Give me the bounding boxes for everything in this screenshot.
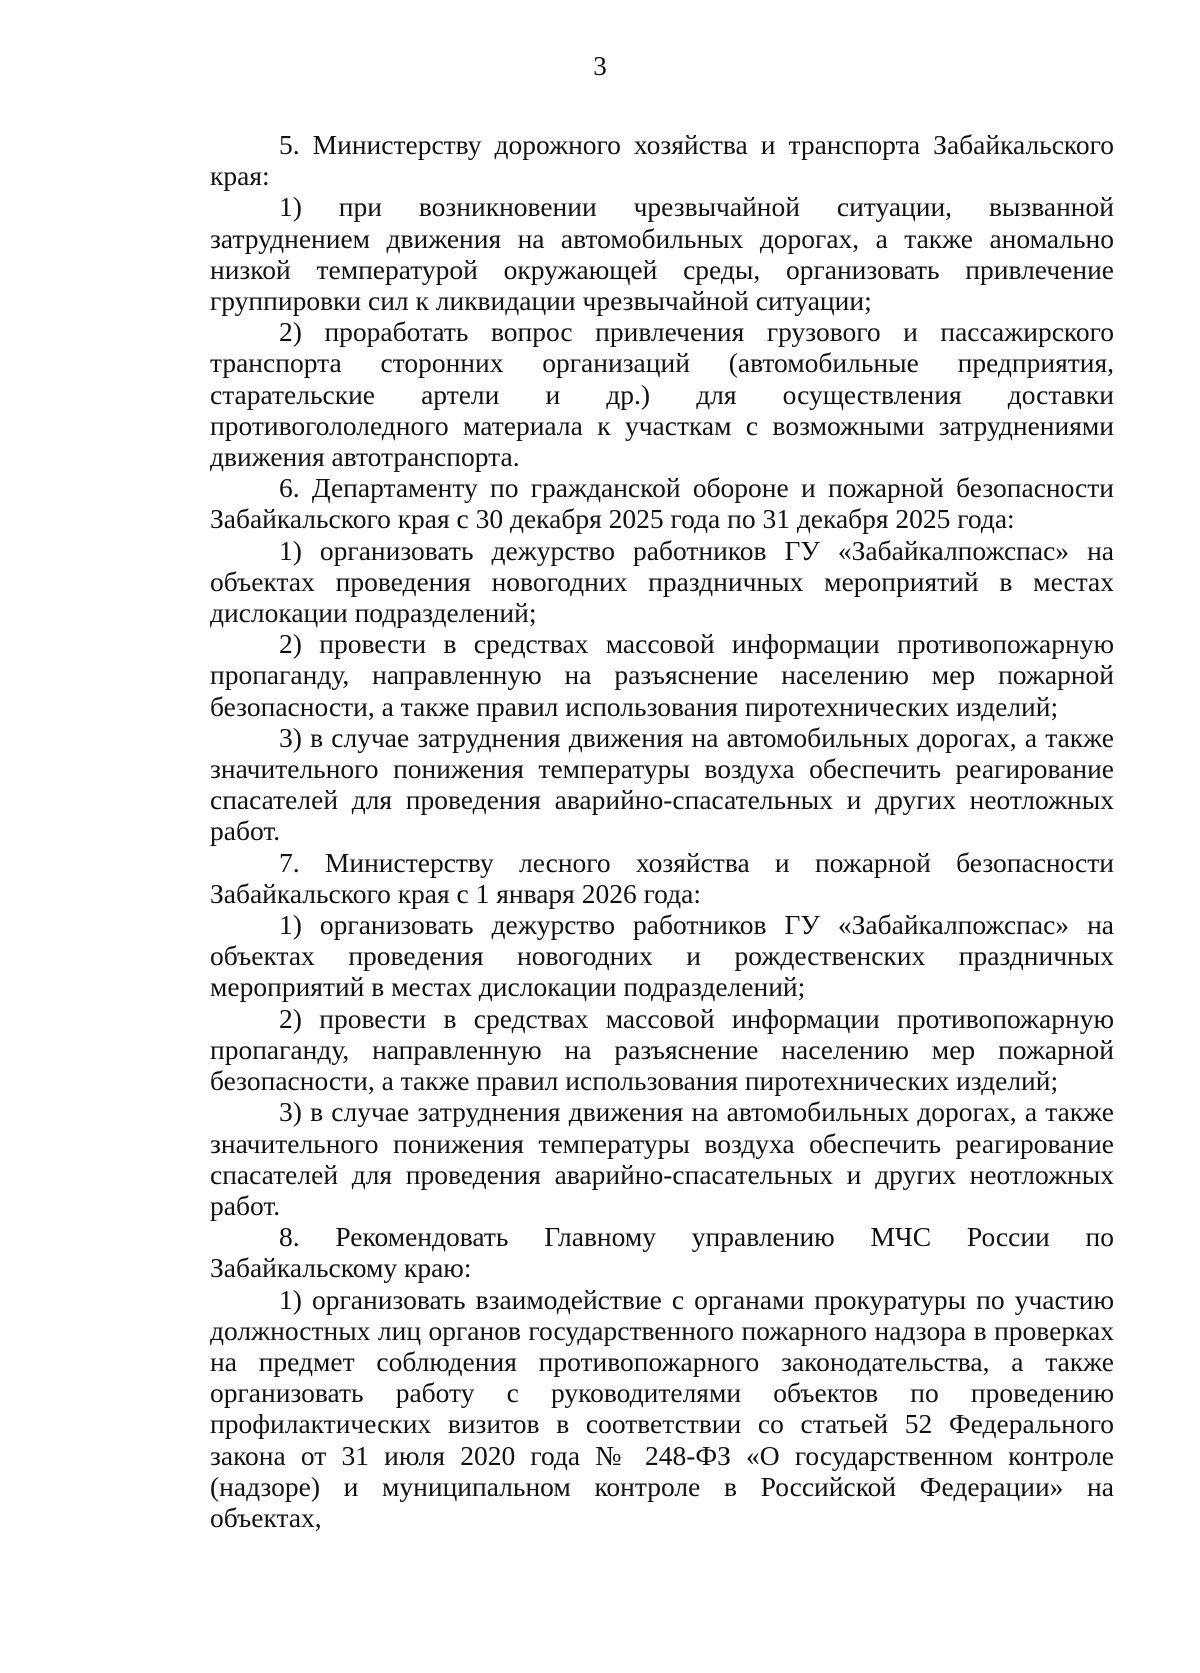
paragraph-6-1: 1) организовать дежурство работников ГУ «Забайкалпожспас» на объектах проведения новогодних праздничных мероприятий в местах дислокации подразделений; xyxy=(210,534,1114,629)
paragraph-6-2: 2) провести в средствах массовой информации противопожарную пропаганду, направленную на разъяснение населению мер пожарной безопасности, а также правил использования пиротехнических изделий; xyxy=(210,628,1114,722)
paragraph-7-1: 1) организовать дежурство работников ГУ «Забайкалпожспас» на объектах проведения новогодних и рождественских праздничных мероприятий в местах дислокации подразделений; xyxy=(210,909,1114,1003)
paragraph-7: 7. Министерству лесного хозяйства и пожарной безопасности Забайкальского края с 1 января 2026 года: xyxy=(210,846,1114,909)
paragraph-8-1: 1) организовать взаимодействие с органами прокуратуры по участию должностных лиц органов государственного пожарного надзора в проверках на предмет соблюдения противопожарного законодательства, а также организовать работу с руководителями объектов по проведению профилактических визитов в соответствии со статьей 52 Федерального закона от 31 июля 2020 года № 248-ФЗ «О государственном контроле (надзоре) и муниципальном контроле в Российской Федерации» на объектах, xyxy=(210,1283,1114,1533)
paragraph-7-2: 2) провести в средствах массовой информации противопожарную пропаганду, направленную на разъяснение населению мер пожарной безопасности, а также правил использования пиротехнических изделий; xyxy=(210,1002,1114,1097)
document-body xyxy=(210,129,1114,1533)
paragraph-5: 5. Министерству дорожного хозяйства и транспорта Забайкальского края: xyxy=(210,129,1114,192)
paragraph-6-3: 3) в случае затруднения движения на автомобильных дорогах, а также значительного понижения температуры воздуха обеспечить реагирование спасателей для проведения аварийно-спасательных и других неотложных работ. xyxy=(210,721,1114,847)
paragraph-6: 6. Департаменту по гражданской обороне и пожарной безопасности Забайкальского края с 30 декабря 2025 года по 31 декабря 2025 года: xyxy=(210,472,1114,535)
paragraph-5-1: 1) при возникновении чрезвычайной ситуации, вызванной затруднением движения на автомобильных дорогах, а также аномально низкой температурой окружающей среды, организовать привлечение группировки сил к ликвидации чрезвычайной ситуации; xyxy=(210,191,1114,317)
paragraph-7-3: 3) в случае затруднения движения на автомобильных дорогах, а также значительного понижения температуры воздуха обеспечить реагирование спасателей для проведения аварийно-спасательных и других неотложных работ. xyxy=(210,1096,1114,1221)
page-number: 3 xyxy=(593,51,607,81)
paragraph-8: 8. Рекомендовать Главному управлению МЧС России по Забайкальскому краю: xyxy=(210,1221,1114,1284)
paragraph-5-2: 2) проработать вопрос привлечения грузового и пассажирского транспорта сторонних организаций (автомобильные предприятия, старательские артели и др.) для осуществления доставки противогололедного материала к участкам с возможными затруднениями движения автотранспорта. xyxy=(210,316,1114,473)
